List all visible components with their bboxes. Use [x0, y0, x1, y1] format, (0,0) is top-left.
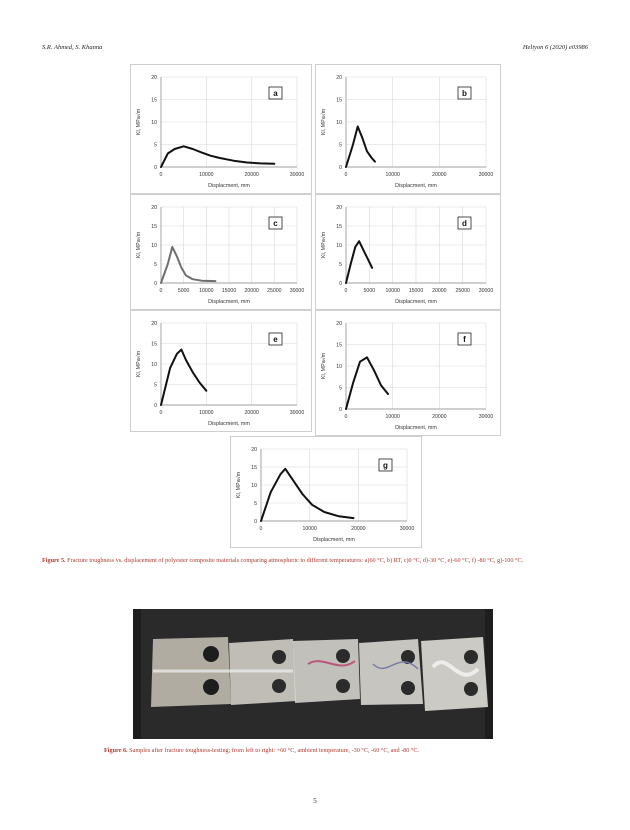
- panel-letter: g: [383, 461, 388, 470]
- panel-letter: f: [463, 335, 466, 344]
- figure5-caption: [42, 556, 588, 565]
- y-tick-label: 0: [339, 281, 342, 287]
- y-tick-label: 10: [151, 362, 157, 368]
- y-tick-label: 15: [151, 341, 157, 348]
- series-line-e: [161, 350, 206, 405]
- x-axis-label: Displacment, mm: [208, 421, 250, 427]
- chart-panel-b: [315, 64, 501, 194]
- chart-svg: [316, 65, 500, 193]
- page-number: 5: [313, 797, 317, 805]
- y-tick-label: 0: [154, 165, 157, 171]
- y-tick-label: 20: [151, 321, 157, 327]
- y-tick-label: 5: [154, 382, 157, 389]
- x-tick-label: 30000: [478, 288, 494, 294]
- x-tick-label: 25000: [455, 288, 470, 294]
- y-tick-label: 15: [151, 224, 157, 230]
- chart-panel-f: [315, 310, 501, 436]
- y-tick-label: 15: [336, 342, 342, 349]
- y-tick-label: 0: [154, 403, 157, 409]
- chart-svg: [131, 65, 311, 193]
- y-axis-label: Kl, MPa√m: [136, 350, 142, 378]
- chart-panel-d: [315, 194, 501, 310]
- chart-svg: [316, 311, 500, 435]
- figure6-label: Figure 6.: [104, 747, 128, 754]
- chart-svg: [131, 311, 311, 431]
- y-tick-label: 0: [154, 281, 157, 287]
- x-axis-label: Displacment, mm: [313, 537, 355, 543]
- y-tick-label: 10: [151, 120, 157, 126]
- x-tick-label: 30000: [478, 172, 494, 178]
- x-tick-label: 0: [259, 526, 263, 532]
- chart-panel-g: [230, 436, 422, 548]
- x-tick-label: 30000: [289, 172, 305, 178]
- x-tick-label: 20000: [351, 526, 366, 532]
- y-tick-label: 15: [251, 465, 257, 471]
- x-tick-label: 30000: [289, 410, 305, 416]
- figure5-text: Fracture toughness vs. displacement of polyester composite materials comparing atmospheric to different temperatures: a)60 °C, b) RT, c)0 °C, d)-30 °C, e)-60 °C, f) -80 °C, g)-100 °C.: [67, 557, 524, 564]
- y-axis-label: Kl, MPa√m: [136, 108, 142, 136]
- y-tick-label: 15: [336, 97, 342, 104]
- y-tick-label: 20: [336, 321, 342, 327]
- x-tick-label: 15000: [221, 288, 237, 294]
- x-tick-label: 30000: [289, 288, 305, 294]
- samples-photo: [133, 609, 493, 739]
- y-tick-label: 5: [339, 385, 342, 392]
- panel-letter: e: [273, 335, 278, 344]
- series-line-c: [161, 247, 215, 283]
- x-tick-label: 10000: [385, 172, 400, 178]
- x-tick-label: 0: [344, 288, 348, 294]
- x-tick-label: 0: [344, 172, 348, 178]
- x-tick-label: 20000: [244, 172, 259, 178]
- y-tick-label: 5: [154, 142, 157, 149]
- y-tick-label: 5: [254, 501, 257, 507]
- x-tick-label: 30000: [478, 414, 494, 420]
- x-axis-label: Displacment, mm: [395, 299, 437, 305]
- x-tick-label: 30000: [399, 526, 415, 532]
- y-axis-label: Kl, MPa√m: [236, 471, 242, 499]
- y-tick-label: 20: [151, 75, 157, 81]
- y-tick-label: 10: [336, 243, 342, 249]
- y-axis-label: Kl, MPa√m: [321, 231, 327, 259]
- y-tick-label: 15: [151, 97, 157, 104]
- x-tick-label: 0: [159, 288, 163, 294]
- x-axis-label: Displacment, mm: [395, 425, 437, 431]
- x-tick-label: 0: [159, 410, 163, 416]
- y-tick-label: 0: [339, 165, 342, 171]
- y-axis-label: Kl, MPa√m: [321, 352, 327, 380]
- x-tick-label: 5000: [363, 288, 376, 294]
- x-axis-label: Displacment, mm: [208, 299, 250, 305]
- x-tick-label: 15000: [408, 288, 424, 294]
- x-tick-label: 20000: [432, 172, 447, 178]
- y-tick-label: 10: [251, 483, 257, 489]
- y-tick-label: 0: [254, 519, 257, 525]
- y-tick-label: 15: [336, 224, 342, 230]
- y-tick-label: 5: [339, 142, 342, 149]
- series-line-g: [261, 469, 354, 521]
- y-tick-label: 20: [336, 205, 342, 211]
- series-line-a: [161, 146, 274, 167]
- series-line-b: [346, 127, 375, 168]
- series-line-f: [346, 357, 388, 409]
- y-tick-label: 20: [151, 205, 157, 211]
- panel-letter: c: [273, 219, 278, 228]
- x-tick-label: 20000: [432, 288, 447, 294]
- figure6-caption: [104, 746, 544, 755]
- x-tick-label: 20000: [244, 288, 259, 294]
- y-tick-label: 10: [336, 120, 342, 126]
- y-tick-label: 20: [336, 75, 342, 81]
- chart-svg: [131, 195, 311, 309]
- x-tick-label: 10000: [199, 410, 214, 416]
- x-tick-label: 10000: [302, 526, 317, 532]
- y-tick-label: 5: [339, 262, 342, 268]
- y-tick-label: 5: [154, 262, 157, 268]
- x-axis-label: Displacment, mm: [208, 183, 250, 189]
- x-tick-label: 10000: [385, 414, 400, 420]
- y-tick-label: 20: [251, 447, 257, 453]
- y-axis-label: Kl, MPa√m: [321, 108, 327, 136]
- x-tick-label: 10000: [199, 172, 214, 178]
- y-tick-label: 10: [336, 364, 342, 370]
- running-header-journal: Heliyon 6 (2020) e03986: [522, 44, 588, 51]
- y-tick-label: 10: [151, 243, 157, 249]
- x-tick-label: 20000: [244, 410, 259, 416]
- chart-svg: [231, 437, 421, 547]
- y-tick-label: 0: [339, 407, 342, 413]
- figure6-text: Samples after fracture toughness-testing; from left to right: +60 °C, ambient temperature, -30 °C, -60 °C, and -80 °C.: [129, 747, 420, 754]
- panel-letter: a: [273, 89, 278, 98]
- samples-photo-illustration: [133, 609, 493, 739]
- x-tick-label: 25000: [267, 288, 282, 294]
- chart-panel-c: [130, 194, 312, 310]
- x-axis-label: Displacment, mm: [395, 183, 437, 189]
- panel-letter: d: [462, 219, 467, 228]
- running-header-authors: S.R. Ahmed, S. Khanna: [42, 44, 103, 51]
- x-tick-label: 0: [159, 172, 163, 178]
- x-tick-label: 10000: [385, 288, 400, 294]
- panel-letter: b: [462, 89, 467, 98]
- x-tick-label: 20000: [432, 414, 447, 420]
- x-tick-label: 10000: [199, 288, 214, 294]
- series-line-d: [346, 241, 372, 283]
- y-axis-label: Kl, MPa√m: [136, 231, 142, 259]
- figure5-label: Figure 5.: [42, 557, 66, 564]
- chart-svg: [316, 195, 500, 309]
- x-tick-label: 5000: [177, 288, 190, 294]
- x-tick-label: 0: [344, 414, 348, 420]
- chart-panel-a: [130, 64, 312, 194]
- chart-panel-e: [130, 310, 312, 432]
